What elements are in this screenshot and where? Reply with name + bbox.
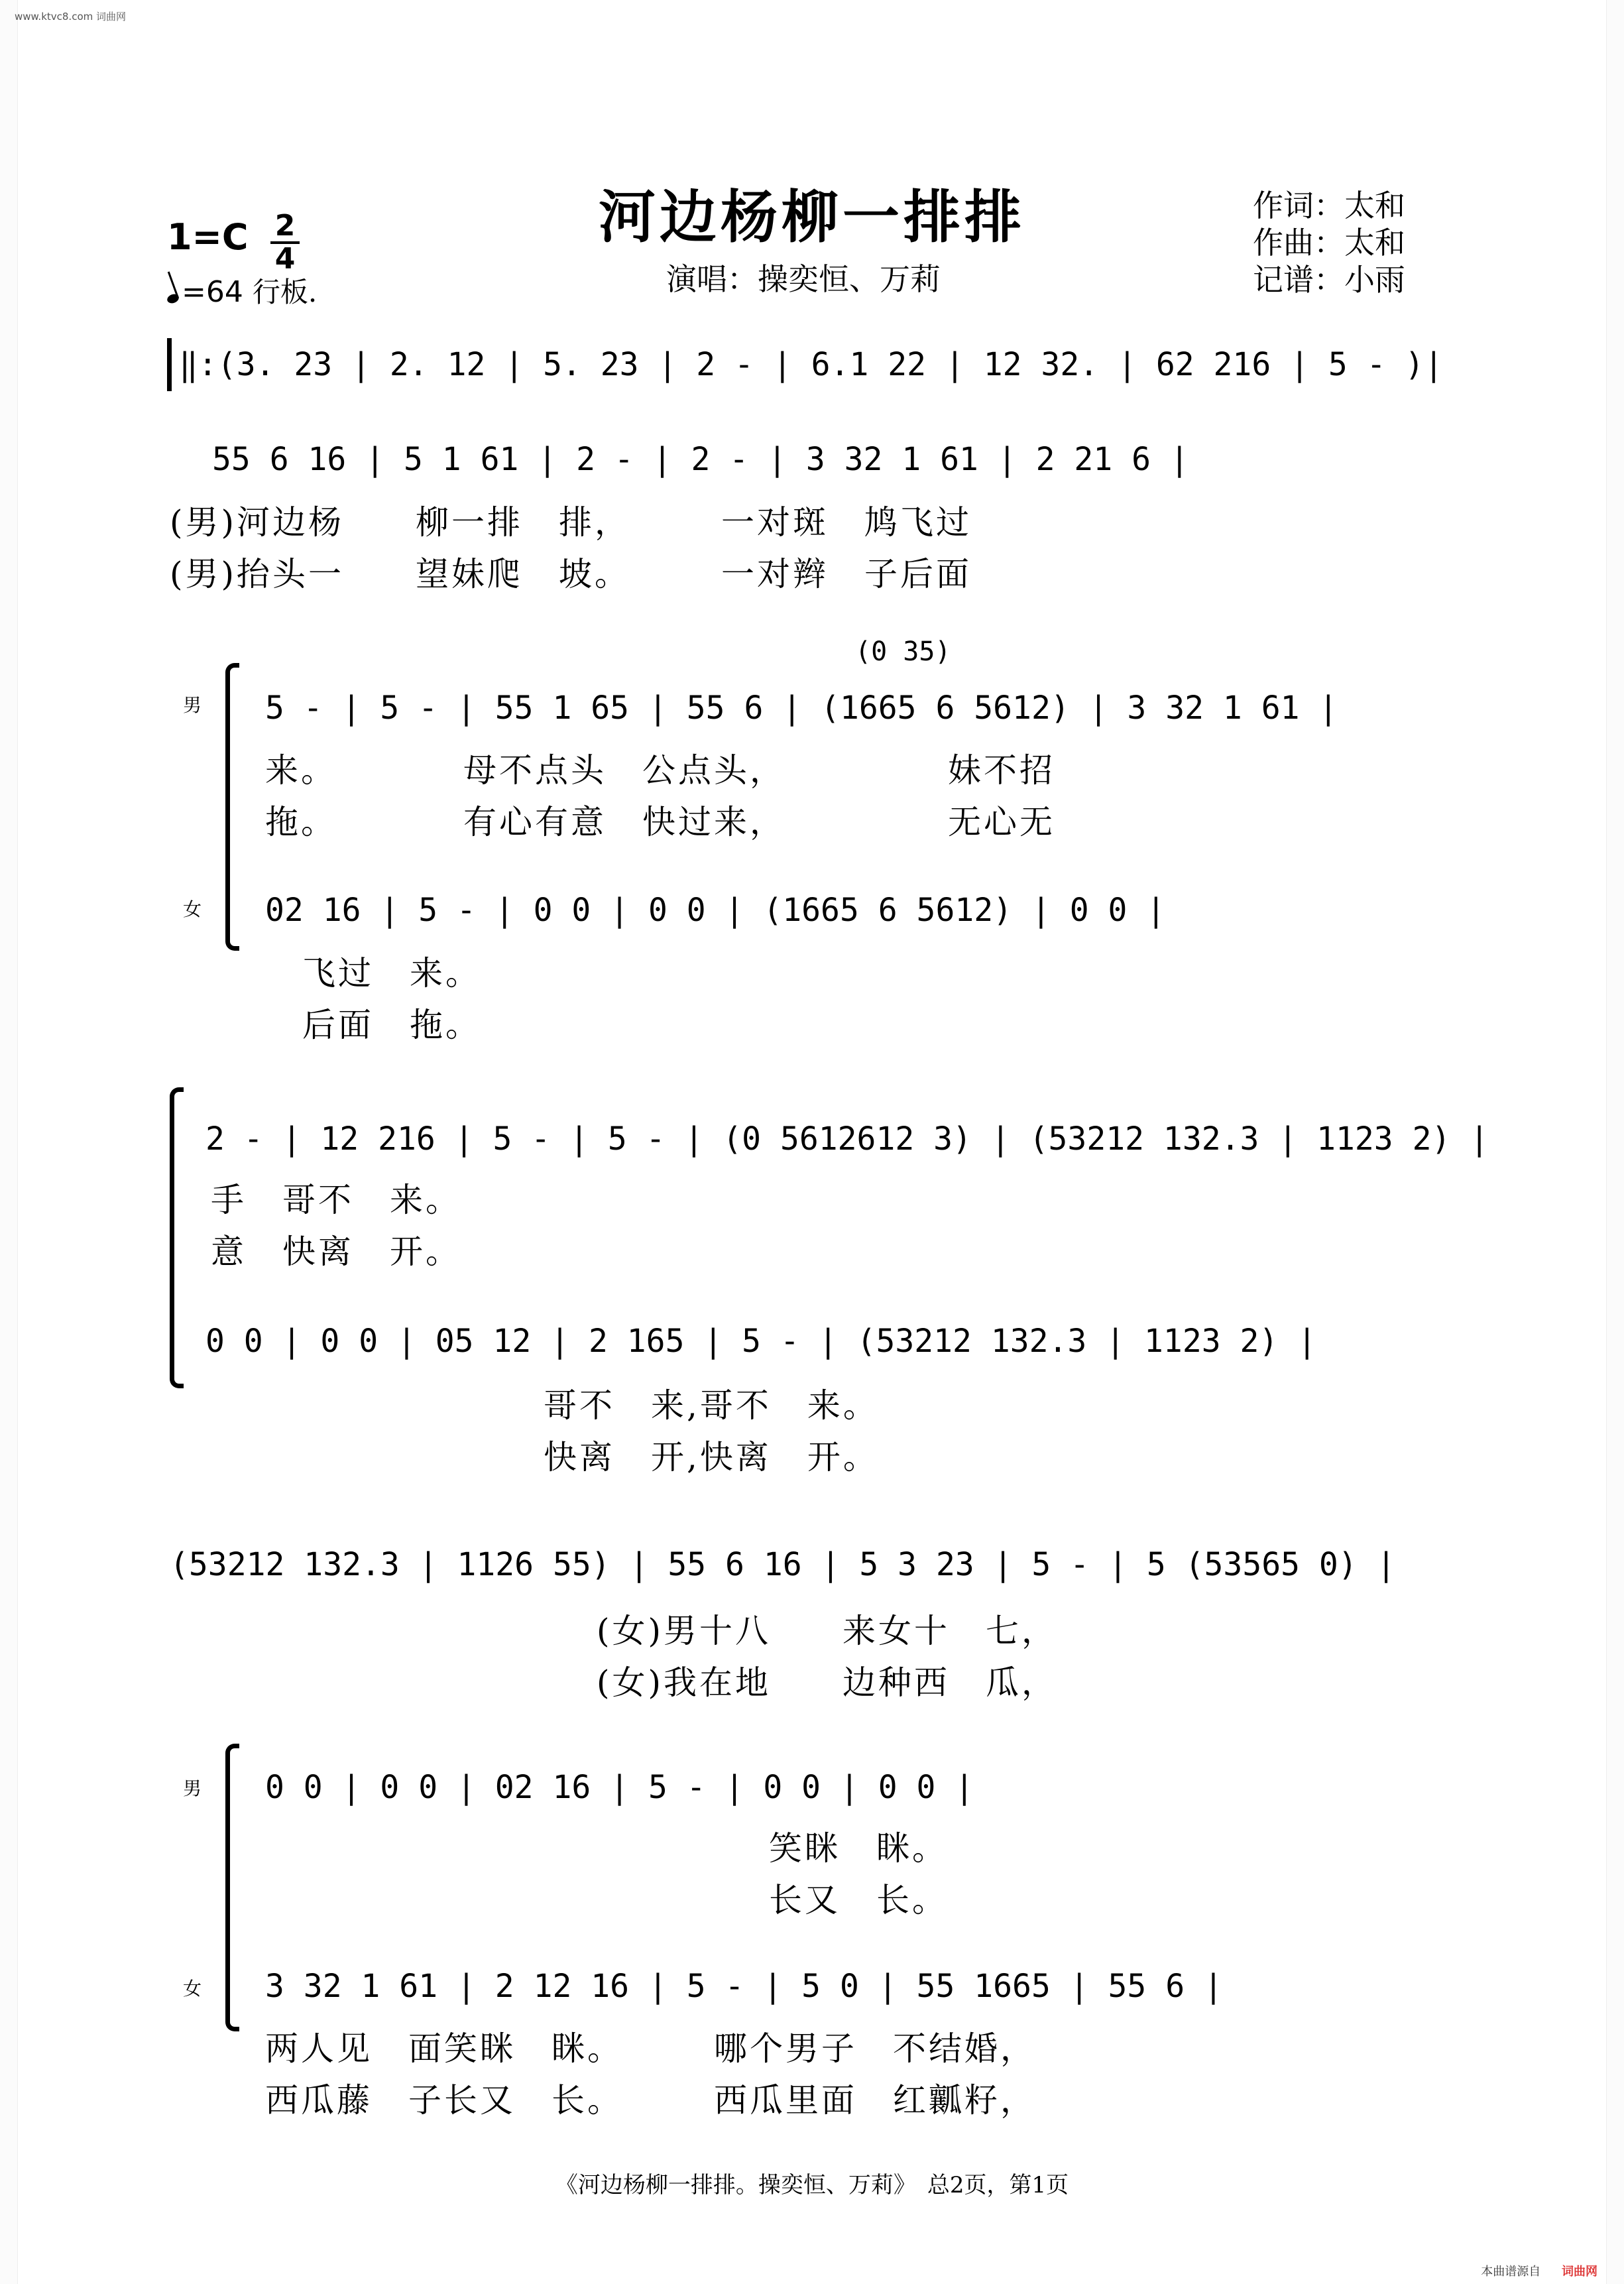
tempo-marking (167, 270, 317, 310)
system5-lyric-verse1: (女)男十八 来女十 七， (597, 1612, 1058, 1650)
system4-brace (170, 1087, 184, 1388)
system6-male-lyric-verse1: 笑眯 眯。 (769, 1829, 948, 1868)
left-margin-strip (0, 0, 18, 2284)
system6-female-lyric-verse2: 西瓜藤 子长又 长。 西瓜里面 红瓤籽， (265, 2081, 1036, 2120)
time-signature-top: 2 (274, 209, 296, 243)
site-url[interactable]: www.ktvc8.com (15, 11, 93, 23)
system2-notes: 55 6 16 | 5 1 61 | 2 - | 2 - | 3 32 1 61 | 2 21 6 | (212, 441, 1189, 478)
system4-male-lyric-verse1: 手 哥不 来。 (211, 1181, 461, 1219)
page-footer: 《河边杨柳一排排。操奕恒、万莉》 总2页，第1页 (555, 2172, 1069, 2198)
quarter-note-icon (166, 292, 180, 304)
repeat-start-barline (167, 338, 172, 391)
key-signature: 1=C (167, 216, 249, 258)
tempo-text: 行板. (252, 276, 318, 308)
singer-credit: 演唱：操奕恒、万莉 (666, 261, 941, 297)
female-voice-label: 女 (183, 898, 202, 920)
system3-female-notes: 02 16 | 5 - | 0 0 | 0 0 | (1665 6 5612) | 0 0 | (265, 892, 1166, 929)
system4-male-notes: 2 - | 12 216 | 5 - | 5 - | (0 5612612 3) | (53212 132.3 | 1123 2) | (205, 1120, 1489, 1158)
system2-lyric-verse2: (男)抬头一 望妹爬 坡。 一对辫 子后面 (170, 555, 972, 593)
credits-block (1253, 187, 1405, 298)
system4-female-notes: 0 0 | 0 0 | 05 12 | 2 165 | 5 - | (53212 132.3 | 1123 2) | (205, 1323, 1317, 1360)
system3-male-notes: 5 - | 5 - | 55 1 65 | 55 6 | (1665 6 5612) | 3 32 1 61 | (265, 690, 1338, 727)
system5-lyric-verse2: (女)我在地 边种西 瓜， (597, 1663, 1058, 1702)
system4-male-lyric-verse2: 意 快离 开。 (211, 1232, 461, 1271)
site-header[interactable] (15, 9, 126, 23)
system3-female-lyric-verse1: 飞过 来。 (302, 954, 481, 992)
system6-female-lyric-verse1: 两人见 面笑眯 眯。 哪个男子 不结婚， (265, 2029, 1036, 2068)
system4-female-lyric-verse1: 哥不 来,哥不 来。 (544, 1386, 879, 1425)
system4-female-lyric-verse2: 快离 开,快离 开。 (544, 1438, 879, 1476)
system6-female-notes: 3 32 1 61 | 2 12 16 | 5 - | 5 0 | 55 1665 | 55 6 | (265, 1968, 1223, 2005)
male-voice-label: 男 (183, 694, 202, 716)
source-credit[interactable] (1481, 2262, 1597, 2279)
system2-lyric-verse1: (男)河边杨 柳一排 排， 一对斑 鸠飞过 (170, 503, 972, 542)
system3-brace (225, 663, 239, 951)
transcriber-credit: 记谱：小雨 (1253, 262, 1405, 298)
tempo-value: =64 (182, 275, 243, 309)
right-margin-strip (1606, 0, 1624, 2284)
female-voice-label-2: 女 (183, 1978, 202, 2000)
system6-male-lyric-verse2: 长又 长。 (769, 1881, 948, 1919)
system3-female-lyric-verse2: 后面 拖。 (302, 1006, 481, 1044)
site-name: 词曲网 (96, 11, 127, 23)
song-title: 河边杨柳一排排 (599, 184, 1025, 251)
source-label: 本曲谱源自 (1481, 2265, 1541, 2279)
system3-male-lyric-verse2: 拖。 有心有意 快过来， 无心无 (265, 803, 1055, 841)
system3-male-lyric-verse1: 来。 母不点头 公点头， 妹不招 (265, 751, 1055, 790)
system6-male-notes: 0 0 | 0 0 | 02 16 | 5 - | 0 0 | 0 0 | (265, 1769, 974, 1806)
lyricist-credit: 作词：太和 (1253, 188, 1405, 223)
system6-brace (225, 1744, 239, 2031)
source-logo[interactable]: 词曲网 (1562, 2265, 1597, 2279)
system3-bracket-note: (0 35) (855, 636, 951, 667)
composer-credit: 作曲：太和 (1253, 225, 1405, 261)
system1-notes: ‖:(3. 23 | 2. 12 | 5. 23 | 2 - | 6.1 22 | 12 32. | 62 216 | 5 - )| (179, 346, 1444, 383)
system5-notes: (53212 132.3 | 1126 55) | 55 6 16 | 5 3 23 | 5 - | 5 (53565 0) | (170, 1546, 1396, 1583)
time-signature-bottom: 4 (274, 242, 296, 276)
male-voice-label-2: 男 (183, 1777, 202, 1799)
time-signature (270, 209, 300, 276)
